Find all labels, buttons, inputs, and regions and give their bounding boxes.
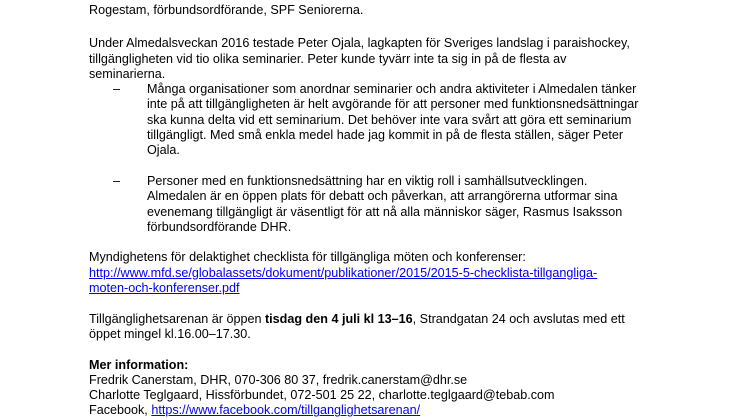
arena-line xyxy=(89,312,649,327)
bullet-line: inte på att tillgängligheten är helt avgörande för att personer med funktionsnedsättningar xyxy=(147,97,639,112)
paragraph-almedalsveckan xyxy=(89,36,649,82)
checklist-intro: Myndighetens för delaktighet checklista för tillgängliga möten och konferenser: xyxy=(89,250,526,265)
arena-paragraph xyxy=(89,312,649,343)
bullet-line: Många organisationer som anordnar seminarier och andra aktiviteter i Almedalen tänker xyxy=(147,82,637,97)
checklist-paragraph xyxy=(89,250,649,296)
paragraph-line: tillgängligheten vid tio olika seminarier. Peter kunde tyvärr inte ta sig in på de flesta av xyxy=(89,51,567,66)
arena-text: Tillgänglighetsarenan är öppen xyxy=(89,311,265,326)
checklist-link[interactable]: http://www.mfd.se/globalassets/dokument/publikationer/2015/2015-5-checklista-tillgangliga- xyxy=(89,265,598,280)
bullet-line: Personer med en funktionsnedsättning har en viktig roll i samhällsutvecklingen. xyxy=(147,173,588,188)
bullet-dash: – xyxy=(113,82,121,97)
arena-line: öppet mingel kl.16.00–17.30. xyxy=(89,326,251,341)
document-page xyxy=(89,0,649,419)
checklist-link[interactable]: moten-och-konferenser.pdf xyxy=(89,281,240,296)
bullet-dash: – xyxy=(113,173,121,188)
bullet-line: ska kunna delta vid ett seminarium. Det behöver inte vara svårt att göra ett seminarium xyxy=(147,112,632,127)
bullet-line: Ojala. xyxy=(147,143,180,158)
facebook-line xyxy=(89,403,649,418)
contact-charlotte: Charlotte Teglgaard, Hissförbundet, 072-501 25 22, charlotte.teglgaard@tebab.com xyxy=(89,388,555,403)
arena-date: tisdag den 4 juli kl 13–16 xyxy=(264,311,413,326)
paragraph-line: Under Almedalsveckan 2016 testade Peter Ojala, lagkapten för Sveriges landslag i paraishockey, xyxy=(89,36,630,51)
bullet-line: tillgängligt. Med små enkla medel hade jag kommit in på de flesta ställen, säger Peter xyxy=(147,128,624,143)
quote-bullet-isaksson xyxy=(89,174,649,235)
bullet-line: Almedalen är en öppen plats för debatt och påverkan, att arrangörerna utformar sina xyxy=(147,189,618,204)
facebook-label: Facebook, xyxy=(89,403,152,418)
top-cut-line: Rogestam, förbundsordförande, SPF Seniorerna. xyxy=(89,3,364,17)
contact-fredrik: Fredrik Canerstam, DHR, 070-306 80 37, fredrik.canerstam@dhr.se xyxy=(89,372,468,387)
more-info-section xyxy=(89,358,649,419)
arena-text: , Strandgatan 24 och avslutas med ett xyxy=(412,311,625,326)
facebook-link[interactable]: https://www.facebook.com/tillganglighetsarenan/ xyxy=(151,403,421,418)
bullet-line: evenemang tillgängligt är väsentligt för att nå alla människor säger, Rasmus Isaksson xyxy=(147,204,623,219)
quote-bullet-ojala xyxy=(89,82,649,158)
bullet-line: förbundsordförande DHR. xyxy=(147,219,292,234)
paragraph-line: seminarierna. xyxy=(89,66,166,81)
more-info-heading: Mer information: xyxy=(89,357,189,372)
